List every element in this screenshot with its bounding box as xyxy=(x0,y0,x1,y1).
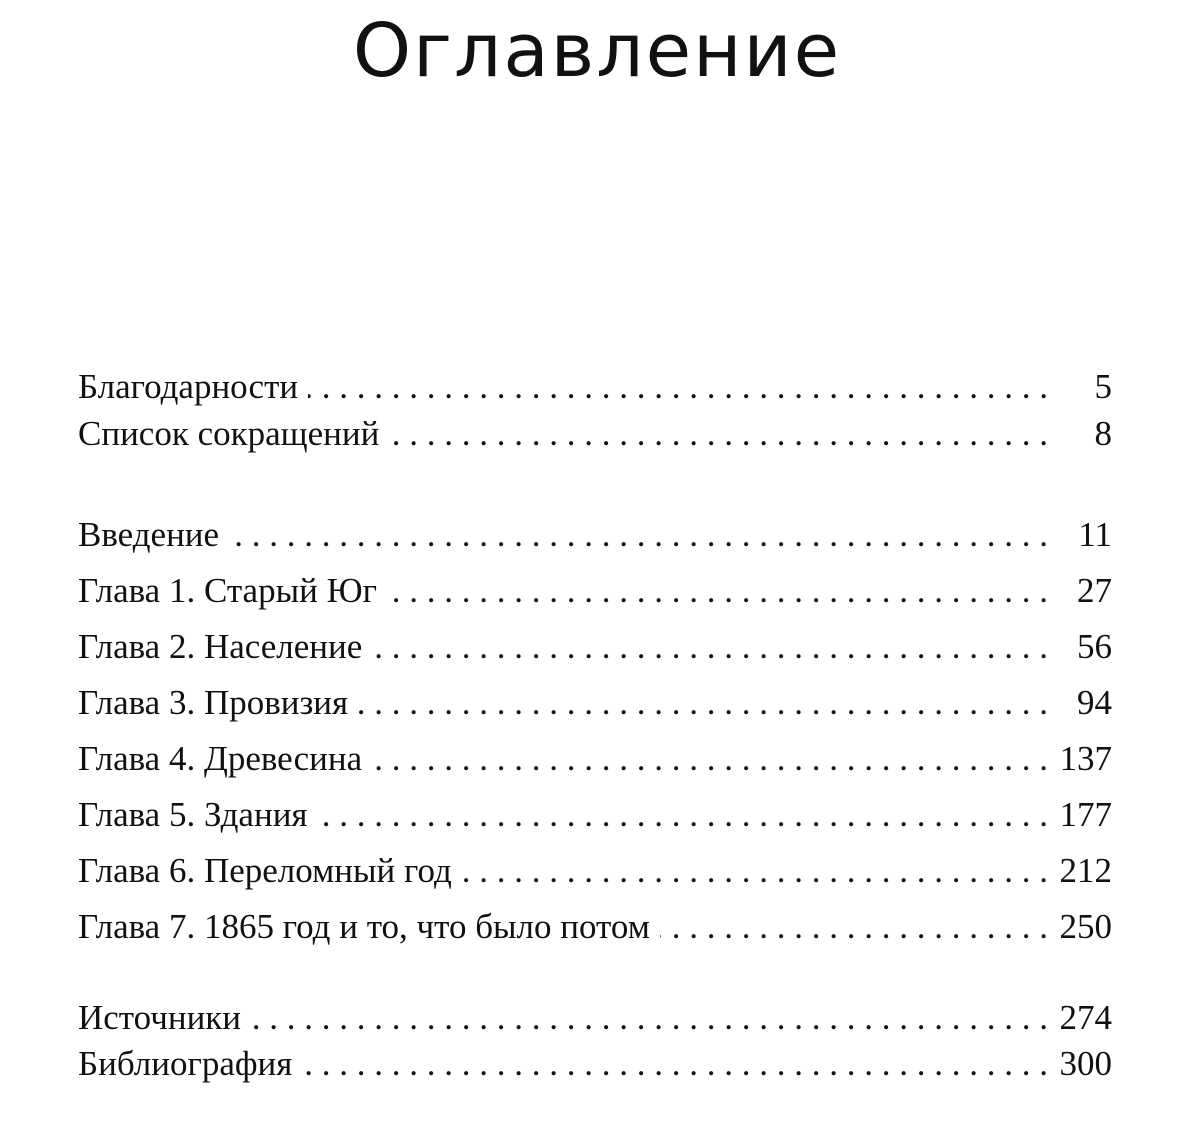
toc-entry-chapter-2[interactable] xyxy=(78,624,1112,670)
toc-entry-chapter-6[interactable] xyxy=(78,848,1112,894)
dot-leader xyxy=(358,680,1048,726)
toc-entry-label: Глава 2. Население xyxy=(78,627,363,666)
toc-entry-page: 27 xyxy=(1077,571,1112,610)
dot-leader xyxy=(372,736,1048,782)
page-title: Оглавление xyxy=(352,8,842,94)
toc-entry-introduction[interactable] xyxy=(78,512,1112,558)
toc-entry-page: 11 xyxy=(1078,515,1112,554)
toc-entry-acknowledgements[interactable] xyxy=(78,364,1112,410)
dot-leader xyxy=(229,512,1048,558)
toc-entry-label: Список сокращений xyxy=(78,414,380,453)
toc-entry-page: 250 xyxy=(1059,907,1112,946)
toc-entry-label: Источники xyxy=(78,998,242,1037)
toc-entry-chapter-5[interactable] xyxy=(78,792,1112,838)
toc-entry-bibliography[interactable] xyxy=(78,1041,1112,1087)
dot-leader xyxy=(302,1041,1048,1087)
toc-entry-page: 212 xyxy=(1059,851,1112,890)
toc-entry-page: 274 xyxy=(1059,998,1112,1037)
toc-entry-page: 177 xyxy=(1059,795,1112,834)
toc-entry-abbreviations[interactable] xyxy=(78,411,1112,457)
toc-entry-page: 5 xyxy=(1094,367,1112,406)
dot-leader xyxy=(387,568,1048,614)
toc-entry-chapter-7[interactable] xyxy=(78,904,1112,950)
dot-leader xyxy=(318,792,1048,838)
toc-entry-label: Введение xyxy=(78,515,220,554)
dot-leader xyxy=(462,848,1048,894)
toc-entry-page: 300 xyxy=(1059,1044,1112,1083)
toc-entry-page: 8 xyxy=(1094,414,1112,453)
dot-leader xyxy=(251,995,1048,1041)
toc-entry-page: 94 xyxy=(1077,683,1112,722)
toc-entry-label: Глава 7. 1865 год и то, что было потом xyxy=(78,907,650,946)
toc-entry-chapter-4[interactable] xyxy=(78,736,1112,782)
toc-entry-chapter-1[interactable] xyxy=(78,568,1112,614)
toc-entry-label: Глава 6. Переломный год xyxy=(78,851,452,890)
dot-leader xyxy=(389,411,1048,457)
toc-entry-label: Глава 3. Провизия xyxy=(78,683,349,722)
dot-leader xyxy=(372,624,1048,670)
toc-entry-label: Библиография xyxy=(78,1044,293,1083)
toc-entry-label: Глава 5. Здания xyxy=(78,795,308,834)
toc-entry-page: 56 xyxy=(1077,627,1112,666)
dot-leader xyxy=(308,364,1048,410)
toc-entry-page: 137 xyxy=(1059,739,1112,778)
dot-leader xyxy=(660,904,1048,950)
toc-entry-label: Глава 1. Старый Юг xyxy=(78,571,377,610)
toc-entry-chapter-3[interactable] xyxy=(78,680,1112,726)
toc-entry-sources[interactable] xyxy=(78,995,1112,1041)
toc-entry-label: Благодарности xyxy=(78,367,299,406)
toc-entry-label: Глава 4. Древесина xyxy=(78,739,363,778)
